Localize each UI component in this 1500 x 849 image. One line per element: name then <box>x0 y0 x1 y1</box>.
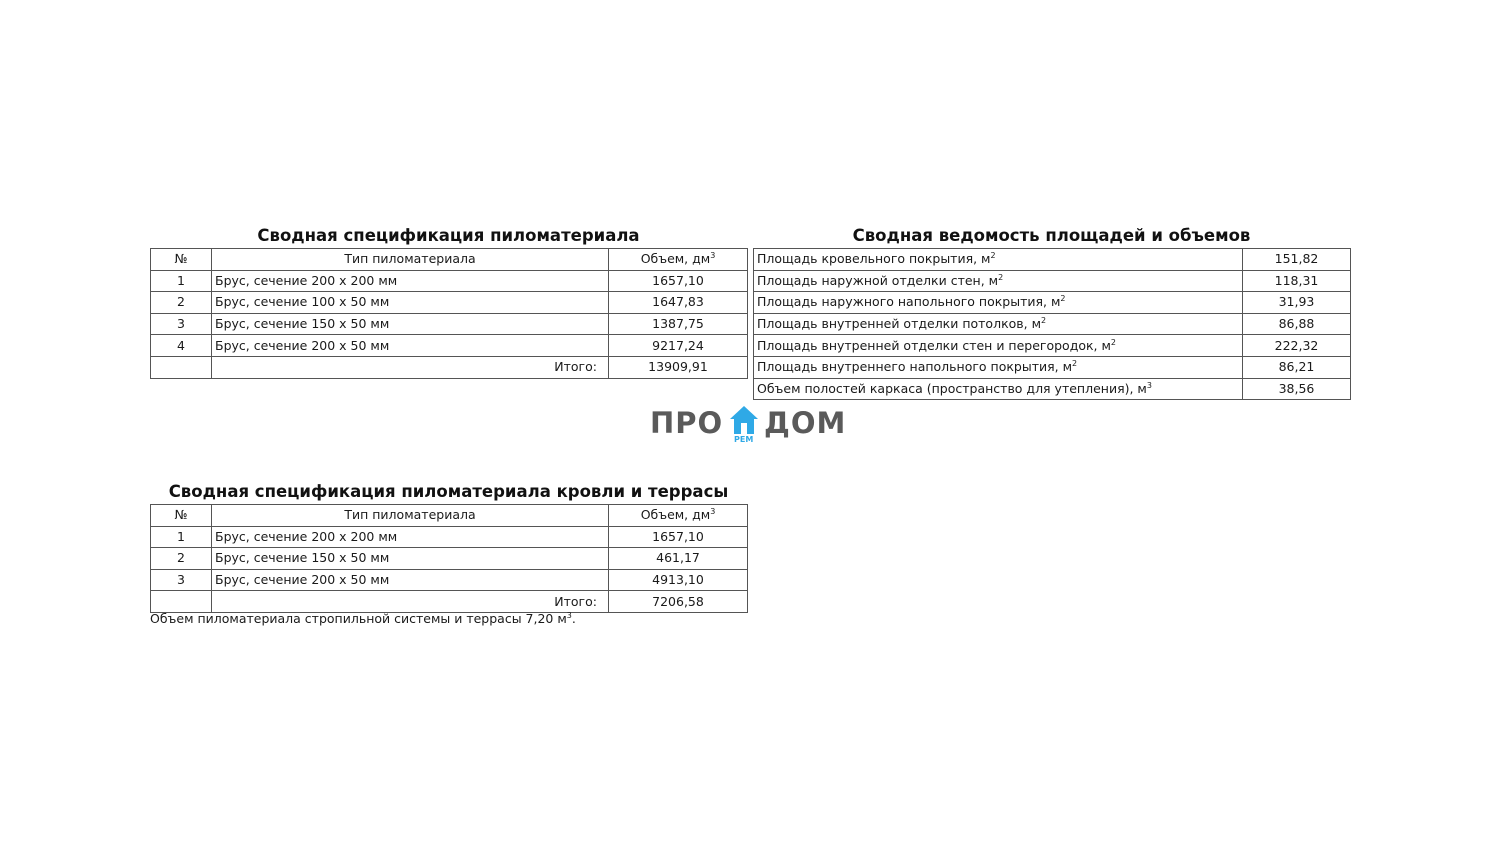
row-label: Объем полостей каркаса (пространство для утепления), $м^3$ <box>754 378 1243 400</box>
row-value: 86,21 <box>1243 356 1351 378</box>
house-icon <box>728 404 760 436</box>
row-num: 3 <box>151 569 212 591</box>
header-num: № <box>151 249 212 271</box>
table-row <box>754 270 1351 292</box>
logo-text-right: ДОМ <box>764 406 847 440</box>
lumber-spec-block <box>150 226 747 379</box>
row-volume: 1657,10 <box>609 526 748 548</box>
row-value: 31,93 <box>1243 292 1351 314</box>
table-row <box>754 356 1351 378</box>
row-type: Брус, сечение 150 х 50 мм <box>212 548 609 570</box>
row-volume: 461,17 <box>609 548 748 570</box>
area-summary-block <box>753 226 1350 400</box>
total-value: 7206,58 <box>609 591 748 613</box>
row-value: 151,82 <box>1243 249 1351 271</box>
row-num: 1 <box>151 526 212 548</box>
lumber-spec-table <box>150 248 748 379</box>
row-num: 2 <box>151 548 212 570</box>
table-total-row <box>151 591 748 613</box>
row-volume: 4913,10 <box>609 569 748 591</box>
row-value: 118,31 <box>1243 270 1351 292</box>
roof-spec-block <box>150 482 747 613</box>
table-row <box>754 292 1351 314</box>
table-row <box>151 292 748 314</box>
row-type: Брус, сечение 150 х 50 мм <box>212 313 609 335</box>
header-type: Тип пиломатериала <box>212 249 609 271</box>
area-summary-table <box>753 248 1351 400</box>
area-summary-title: Сводная ведомость площадей и объемов <box>852 226 1251 245</box>
table-row <box>151 569 748 591</box>
row-label: Площадь наружной отделки стен, $м^2$ <box>754 270 1243 292</box>
total-label: Итого: <box>212 356 609 378</box>
row-num: 2 <box>151 292 212 314</box>
table-row <box>754 378 1351 400</box>
row-num: 1 <box>151 270 212 292</box>
row-type: Брус, сечение 200 х 200 мм <box>212 270 609 292</box>
row-type: Брус, сечение 100 х 50 мм <box>212 292 609 314</box>
row-label: Площадь внутренней отделки стен и перегородок, $м^2$ <box>754 335 1243 357</box>
total-value: 13909,91 <box>609 356 748 378</box>
total-label: Итого: <box>212 591 609 613</box>
table-row <box>151 335 748 357</box>
row-value: 86,88 <box>1243 313 1351 335</box>
table-row <box>754 313 1351 335</box>
row-value: 38,56 <box>1243 378 1351 400</box>
row-label: Площадь внутренней отделки потолков, $м^2$ <box>754 313 1243 335</box>
table-row <box>754 249 1351 271</box>
header-type: Тип пиломатериала <box>212 505 609 527</box>
roof-spec-table <box>150 504 748 613</box>
row-label: Площадь наружного напольного покрытия, $м^2$ <box>754 292 1243 314</box>
row-type: Брус, сечение 200 х 50 мм <box>212 569 609 591</box>
table-row <box>151 313 748 335</box>
row-value: 222,32 <box>1243 335 1351 357</box>
table-total-row <box>151 356 748 378</box>
total-empty-cell <box>151 591 212 613</box>
table-row <box>754 335 1351 357</box>
row-volume: 1387,75 <box>609 313 748 335</box>
total-empty-cell <box>151 356 212 378</box>
roof-spec-title: Сводная спецификация пиломатериала кровли и террасы <box>168 482 729 501</box>
logo-sub-text: РЕМ <box>734 435 754 444</box>
table-header-row <box>151 505 748 527</box>
table-row <box>151 548 748 570</box>
row-label: Площадь внутреннего напольного покрытия, $м^2$ <box>754 356 1243 378</box>
row-num: 3 <box>151 313 212 335</box>
header-num: № <box>151 505 212 527</box>
row-type: Брус, сечение 200 х 200 мм <box>212 526 609 548</box>
row-label: Площадь кровельного покрытия, $м^2$ <box>754 249 1243 271</box>
roof-volume-note: Объем пиломатериала стропильной системы и террасы 7,20 $м^3$. <box>150 611 576 626</box>
header-volume: Объем, $дм^3$ <box>609 505 748 527</box>
table-row <box>151 526 748 548</box>
lumber-spec-title: Сводная спецификация пиломатериала <box>257 226 640 245</box>
header-volume: Объем, $дм^3$ <box>609 249 748 271</box>
table-row <box>151 270 748 292</box>
row-volume: 9217,24 <box>609 335 748 357</box>
logo-text-left: ПРО <box>650 406 724 440</box>
row-volume: 1647,83 <box>609 292 748 314</box>
row-volume: 1657,10 <box>609 270 748 292</box>
row-type: Брус, сечение 200 х 50 мм <box>212 335 609 357</box>
prodom-logo <box>650 402 850 446</box>
row-num: 4 <box>151 335 212 357</box>
table-header-row <box>151 249 748 271</box>
